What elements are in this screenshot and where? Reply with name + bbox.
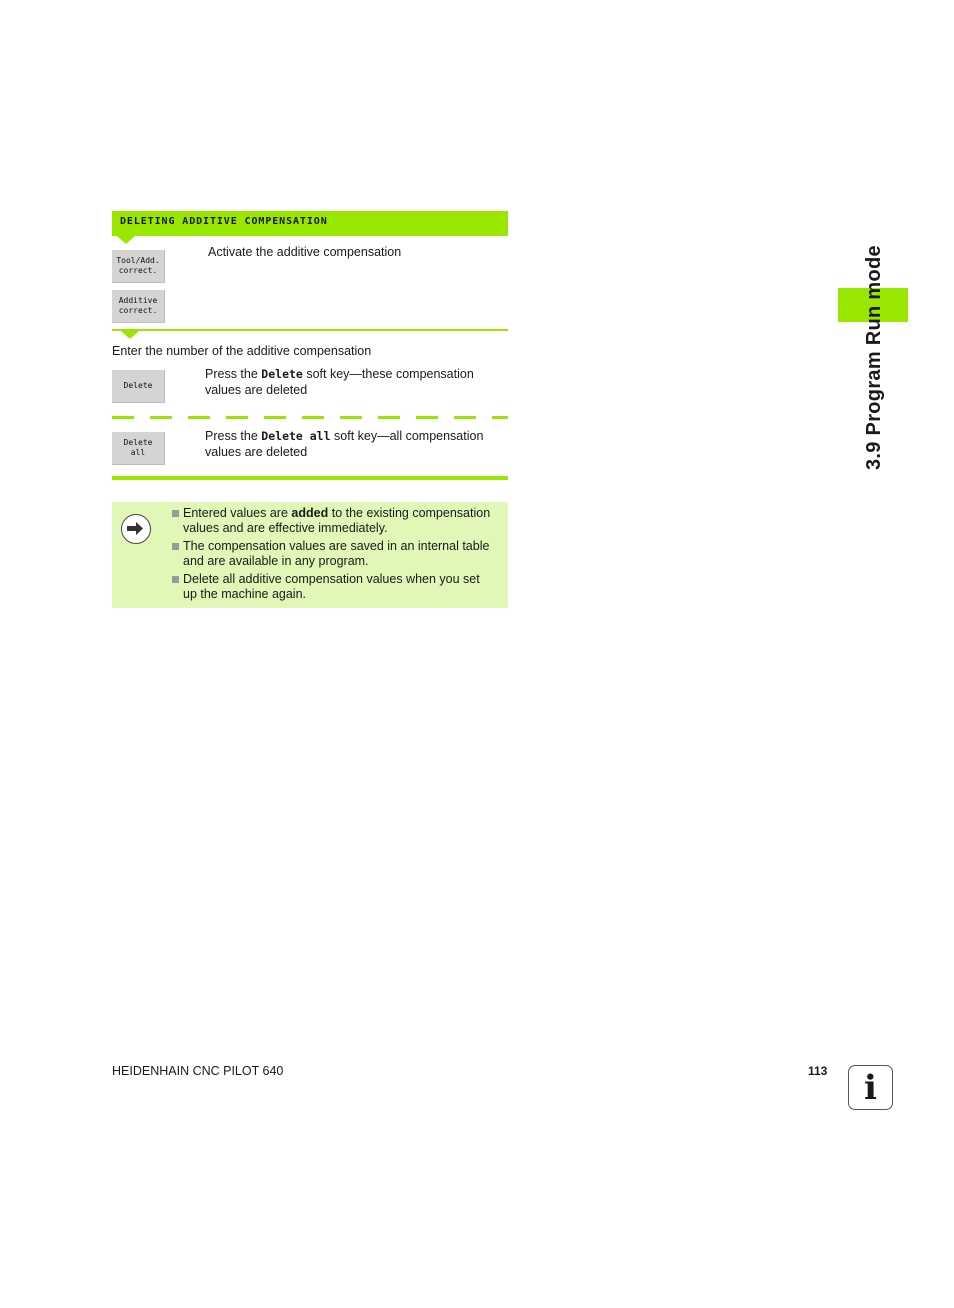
tool-add-correct-softkey[interactable]: Tool/Add. correct. bbox=[112, 250, 165, 283]
header-notch bbox=[117, 236, 135, 244]
added-emphasis: added bbox=[291, 506, 329, 520]
footer-product: HEIDENHAIN CNC PILOT 640 bbox=[112, 1064, 284, 1078]
note-item-3: Delete all additive compensation values when you set up the machine again. bbox=[183, 572, 480, 601]
section-end-rule bbox=[112, 476, 508, 480]
note-item-1: Entered values are added to the existing compensation values and are effective immediately. bbox=[183, 506, 491, 535]
additive-correct-softkey[interactable]: Additive correct. bbox=[112, 290, 165, 323]
delete-all-softkey[interactable]: Delete all bbox=[112, 432, 165, 465]
delete-all-instruction: Press the Delete all soft key—all compensation values are deleted bbox=[205, 429, 484, 459]
info-icon[interactable] bbox=[848, 1065, 893, 1110]
chapter-title: 3.9 Program Run mode bbox=[863, 245, 885, 470]
note-bullet bbox=[172, 543, 179, 550]
info-glyph: i bbox=[864, 1067, 877, 1108]
step-divider bbox=[112, 329, 508, 331]
page-number: 113 bbox=[808, 1064, 828, 1078]
alternative-divider bbox=[112, 416, 508, 419]
step-divider-notch bbox=[121, 331, 139, 339]
note-item-2: The compensation values are saved in an internal table and are available in any program. bbox=[183, 539, 490, 568]
delete-key-name: Delete bbox=[261, 367, 303, 381]
delete-all-key-name: Delete all bbox=[261, 429, 331, 443]
delete-instruction: Press the Delete soft key—these compensation values are deleted bbox=[205, 367, 474, 397]
section-header-text: DELETING ADDITIVE COMPENSATION bbox=[120, 216, 328, 227]
enter-number-instruction: Enter the number of the additive compensation bbox=[112, 344, 372, 358]
arrow-right-icon bbox=[121, 514, 151, 544]
section-header bbox=[112, 211, 508, 236]
delete-softkey[interactable]: Delete bbox=[112, 370, 165, 403]
note-bullet bbox=[172, 510, 179, 517]
note-bullet bbox=[172, 576, 179, 583]
activate-instruction: Activate the additive compensation bbox=[208, 245, 402, 259]
